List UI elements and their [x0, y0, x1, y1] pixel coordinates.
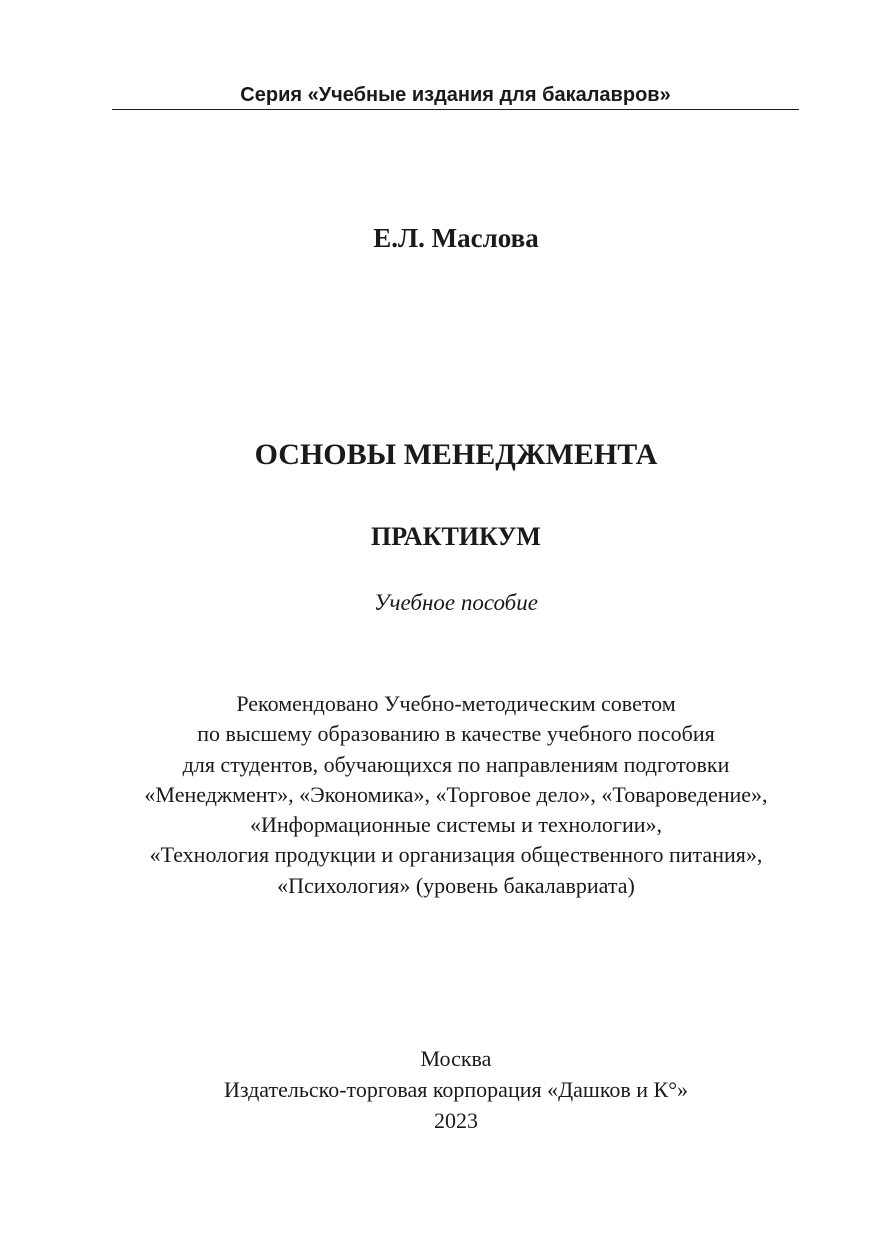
recommendation-line: «Технология продукции и организация общественного питания»,: [149, 842, 763, 868]
author-name: Е.Л. Маслова: [373, 223, 539, 253]
book-subtitle: ПРАКТИКУМ: [371, 522, 541, 551]
recommendation-line: по высшему образованию в качестве учебного пособия: [197, 721, 715, 747]
recommendation-line: «Информационные системы и технологии»,: [249, 812, 663, 838]
recommendation-line: «Менеджмент», «Экономика», «Торговое дело», «Товароведение»,: [144, 781, 768, 807]
recommendation-line: Рекомендовано Учебно-методическим советом: [236, 691, 676, 716]
series-header: Серия «Учебные издания для бакалавров»: [240, 84, 671, 106]
header-rule: [112, 109, 799, 110]
recommendation-block: [0, 689, 876, 901]
imprint-year: 2023: [434, 1108, 478, 1133]
recommendation-line: для студентов, обучающихся по направлениям подготовки: [182, 751, 730, 777]
imprint-block: [0, 1043, 876, 1136]
recommendation-line: «Психология» (уровень бакалавриата): [277, 872, 635, 898]
publication-type: Учебное пособие: [374, 590, 538, 615]
imprint-publisher: Издательско-торговая корпорация «Дашков и К°»: [223, 1077, 689, 1102]
imprint-city: Москва: [420, 1046, 492, 1071]
book-title: ОСНОВЫ МЕНЕДЖМЕНТА: [254, 438, 658, 471]
